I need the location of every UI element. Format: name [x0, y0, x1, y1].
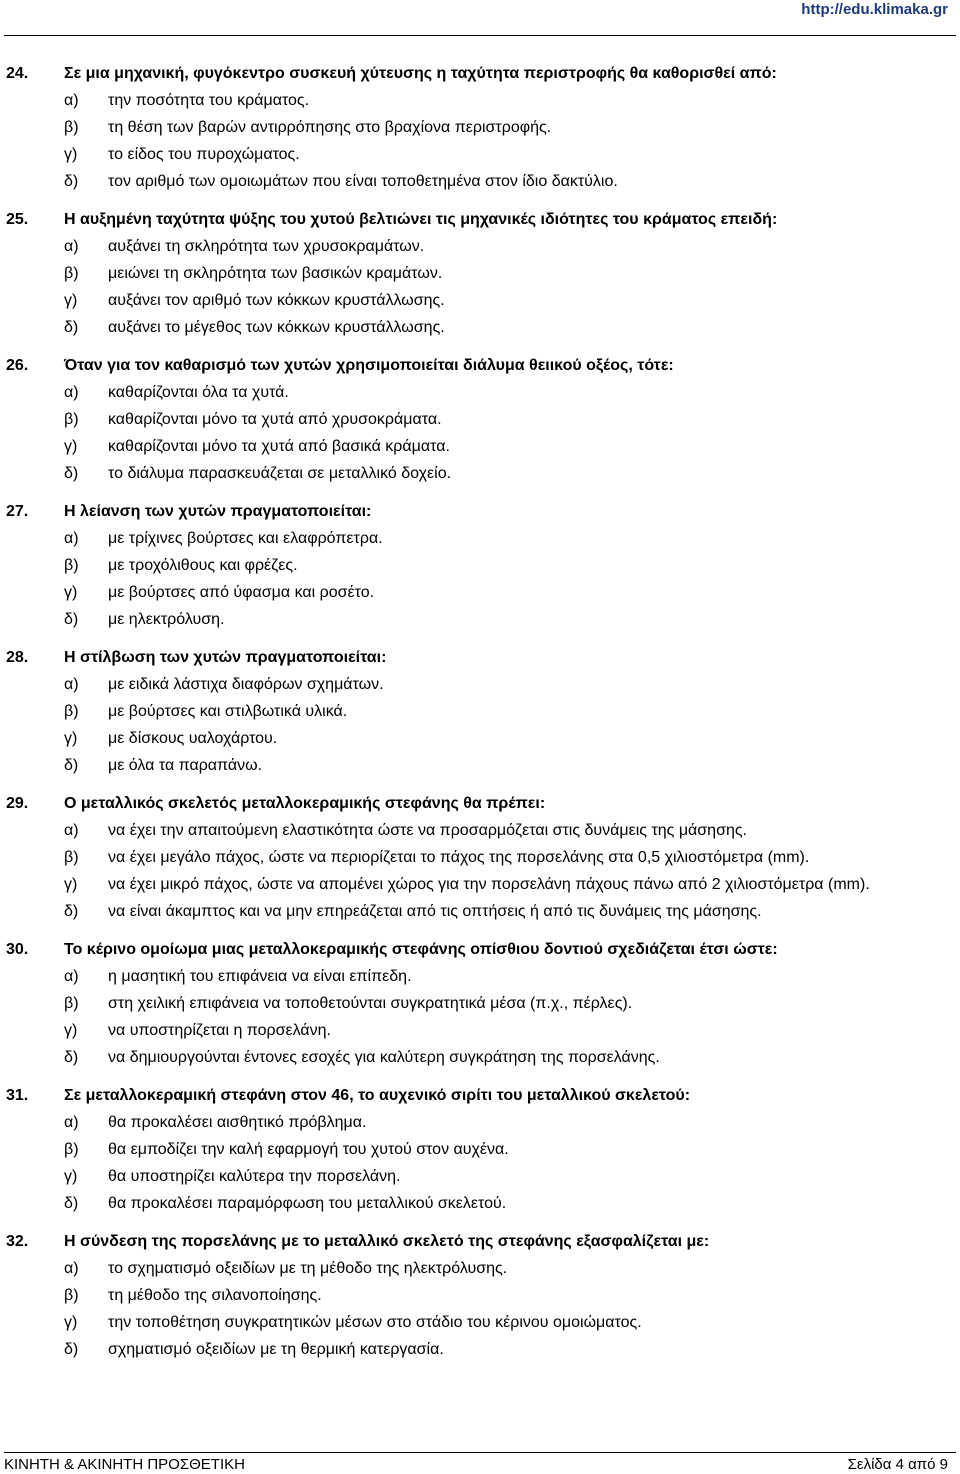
question-number: 31.: [6, 1087, 29, 1104]
question-row: [0, 1082, 960, 1109]
option-letter: δ): [64, 757, 79, 774]
page-footer: [4, 1456, 948, 1474]
question-text: Η σύνδεση της πορσελάνης με το μεταλλικό σκελετό της στεφάνης εξασφαλίζεται με:: [64, 1233, 710, 1250]
question-block: [0, 60, 960, 195]
option-letter: γ): [64, 438, 78, 455]
option-letter: γ): [64, 292, 78, 309]
answer-option: [0, 1109, 960, 1136]
answer-option: [0, 141, 960, 168]
question-block: [0, 1082, 960, 1217]
option-text: το είδος του πυροχώματος.: [108, 146, 300, 163]
option-letter: α): [64, 530, 79, 547]
answer-option: [0, 579, 960, 606]
question-text: Ο μεταλλικός σκελετός μεταλλοκεραμικής στεφάνης θα πρέπει:: [64, 795, 546, 812]
question-number: 25.: [6, 211, 29, 228]
question-block: [0, 206, 960, 341]
answer-option: [0, 260, 960, 287]
option-letter: δ): [64, 611, 79, 628]
question-list: [0, 60, 960, 1374]
question-row: [0, 1228, 960, 1255]
option-letter: β): [64, 995, 79, 1012]
option-letter: γ): [64, 1022, 78, 1039]
option-letter: δ): [64, 1195, 79, 1212]
answer-option: [0, 314, 960, 341]
option-text: θα υποστηρίζει καλύτερα την πορσελάνη.: [108, 1168, 401, 1185]
question-text: Όταν για τον καθαρισμό των χυτών χρησιμοποιείται διάλυμα θειικού οξέος, τότε:: [64, 357, 674, 374]
question-row: [0, 498, 960, 525]
option-letter: α): [64, 822, 79, 839]
option-text: καθαρίζονται μόνο τα χυτά από βασικά κράματα.: [108, 438, 450, 455]
answer-option: [0, 460, 960, 487]
option-text: με ηλεκτρόλυση.: [108, 611, 225, 628]
question-row: [0, 352, 960, 379]
answer-option: [0, 1336, 960, 1363]
question-row: [0, 206, 960, 233]
option-text: με τροχόλιθους και φρέζες.: [108, 557, 298, 574]
option-text: αυξάνει τον αριθμό των κόκκων κρυστάλλωσης.: [108, 292, 445, 309]
answer-option: [0, 1190, 960, 1217]
option-text: με όλα τα παραπάνω.: [108, 757, 263, 774]
answer-option: [0, 1044, 960, 1071]
option-text: καθαρίζονται μόνο τα χυτά από χρυσοκράματα.: [108, 411, 442, 428]
option-letter: δ): [64, 1049, 79, 1066]
option-letter: α): [64, 1260, 79, 1277]
option-letter: γ): [64, 146, 78, 163]
option-text: τον αριθμό των ομοιωμάτων που είναι τοποθετημένα στον ίδιο δακτύλιο.: [108, 173, 618, 190]
option-text: η μασητική του επιφάνεια να είναι επίπεδη.: [108, 968, 412, 985]
option-letter: δ): [64, 319, 79, 336]
answer-option: [0, 817, 960, 844]
question-row: [0, 790, 960, 817]
question-text: Σε μια μηχανική, φυγόκεντρο συσκευή χύτευσης η ταχύτητα περιστροφής θα καθορισθεί από:: [64, 65, 777, 82]
answer-option: [0, 1282, 960, 1309]
option-text: θα προκαλέσει παραμόρφωση του μεταλλικού σκελετού.: [108, 1195, 507, 1212]
answer-option: [0, 287, 960, 314]
option-letter: β): [64, 1287, 79, 1304]
option-letter: γ): [64, 1314, 78, 1331]
question-row: [0, 644, 960, 671]
option-letter: β): [64, 557, 79, 574]
question-row: [0, 60, 960, 87]
option-text: να δημιουργούνται έντονες εσοχές για καλύτερη συγκράτηση της πορσελάνης.: [108, 1049, 660, 1066]
question-text: Η λείανση των χυτών πραγματοποιείται:: [64, 503, 372, 520]
footer-divider: [4, 1452, 956, 1453]
question-number: 24.: [6, 65, 29, 82]
option-text: μειώνει τη σκληρότητα των βασικών κραμάτων.: [108, 265, 443, 282]
option-text: με δίσκους υαλοχάρτου.: [108, 730, 278, 747]
question-block: [0, 1228, 960, 1363]
option-letter: β): [64, 703, 79, 720]
question-text: Η στίλβωση των χυτών πραγματοποιείται:: [64, 649, 387, 666]
question-row: [0, 936, 960, 963]
option-letter: δ): [64, 1341, 79, 1358]
header-divider: [4, 35, 956, 36]
question-number: 27.: [6, 503, 29, 520]
answer-option: [0, 1136, 960, 1163]
answer-option: [0, 990, 960, 1017]
option-letter: δ): [64, 465, 79, 482]
option-text: καθαρίζονται όλα τα χυτά.: [108, 384, 289, 401]
answer-option: [0, 671, 960, 698]
option-letter: α): [64, 968, 79, 985]
option-text: θα προκαλέσει αισθητικό πρόβλημα.: [108, 1114, 367, 1131]
option-letter: γ): [64, 584, 78, 601]
option-letter: β): [64, 1141, 79, 1158]
answer-option: [0, 433, 960, 460]
page-number: Σελίδα 4 από 9: [847, 1456, 948, 1473]
answer-option: [0, 233, 960, 260]
answer-option: [0, 406, 960, 433]
answer-option: [0, 168, 960, 195]
answer-option: [0, 114, 960, 141]
option-text: την τοποθέτηση συγκρατητικών μέσων στο στάδιο του κέρινου ομοιώματος.: [108, 1314, 642, 1331]
answer-option: [0, 871, 960, 898]
question-block: [0, 352, 960, 487]
question-number: 28.: [6, 649, 29, 666]
header-link[interactable]: http://edu.klimaka.gr: [801, 1, 948, 18]
option-text: με τρίχινες βούρτσες και ελαφρόπετρα.: [108, 530, 383, 547]
option-text: αυξάνει τη σκληρότητα των χρυσοκραμάτων.: [108, 238, 425, 255]
answer-option: [0, 1309, 960, 1336]
option-letter: γ): [64, 876, 78, 893]
question-number: 29.: [6, 795, 29, 812]
option-text: τη μέθοδο της σιλανοποίησης.: [108, 1287, 322, 1304]
question-block: [0, 644, 960, 779]
option-text: να υποστηρίζεται η πορσελάνη.: [108, 1022, 331, 1039]
question-number: 32.: [6, 1233, 29, 1250]
option-text: με ειδικά λάστιχα διαφόρων σχημάτων.: [108, 676, 384, 693]
option-letter: β): [64, 411, 79, 428]
answer-option: [0, 552, 960, 579]
answer-option: [0, 379, 960, 406]
option-letter: β): [64, 849, 79, 866]
answer-option: [0, 1163, 960, 1190]
option-text: με βούρτσες από ύφασμα και ροσέτο.: [108, 584, 375, 601]
option-letter: α): [64, 1114, 79, 1131]
option-text: να έχει την απαιτούμενη ελαστικότητα ώστε να προσαρμόζεται στις δυνάμεις της μάσησης.: [108, 822, 747, 839]
answer-option: [0, 698, 960, 725]
answer-option: [0, 1255, 960, 1282]
question-block: [0, 498, 960, 633]
question-text: Το κέρινο ομοίωμα μιας μεταλλοκεραμικής στεφάνης οπίσθιου δοντιού σχεδιάζεται έτσι ώστε:: [64, 941, 778, 958]
option-text: το σχηματισμό οξειδίων με τη μέθοδο της ηλεκτρόλυσης.: [108, 1260, 508, 1277]
answer-option: [0, 87, 960, 114]
option-text: με βούρτσες και στιλβωτικά υλικά.: [108, 703, 348, 720]
question-number: 26.: [6, 357, 29, 374]
option-letter: β): [64, 119, 79, 136]
option-letter: γ): [64, 730, 78, 747]
option-letter: α): [64, 238, 79, 255]
question-text: Η αυξημένη ταχύτητα ψύξης του χυτού βελτιώνει τις μηχανικές ιδιότητες του κράματος επειδή:: [64, 211, 778, 228]
question-text: Σε μεταλλοκεραμική στεφάνη στον 46, το αυχενικό σιρίτι του μεταλλικού σκελετού:: [64, 1087, 691, 1104]
option-letter: α): [64, 384, 79, 401]
option-text: την ποσότητα του κράματος.: [108, 92, 310, 109]
option-letter: α): [64, 676, 79, 693]
option-text: το διάλυμα παρασκευάζεται σε μεταλλικό δοχείο.: [108, 465, 452, 482]
option-text: να έχει μεγάλο πάχος, ώστε να περιορίζεται το πάχος της πορσελάνης στα 0,5 χιλιοστόμετρα (mm).: [108, 849, 810, 866]
answer-option: [0, 898, 960, 925]
answer-option: [0, 752, 960, 779]
option-letter: γ): [64, 1168, 78, 1185]
option-text: αυξάνει το μέγεθος των κόκκων κρυστάλλωσης.: [108, 319, 445, 336]
option-text: τη θέση των βαρών αντιρρόπησης στο βραχίονα περιστροφής.: [108, 119, 552, 136]
question-block: [0, 790, 960, 925]
footer-title: ΚΙΝΗΤΗ & ΑΚΙΝΗΤΗ ΠΡΟΣΘΕΤΙΚΗ: [4, 1456, 245, 1473]
option-text: να έχει μικρό πάχος, ώστε να απομένει χώρος για την πορσελάνη πάχους πάνω από 2 χιλιοστόμετρα (mm).: [108, 876, 870, 893]
option-letter: α): [64, 92, 79, 109]
option-letter: δ): [64, 173, 79, 190]
answer-option: [0, 844, 960, 871]
option-text: θα εμποδίζει την καλή εφαρμογή του χυτού στον αυχένα.: [108, 1141, 509, 1158]
option-text: να είναι άκαμπτος και να μην επηρεάζεται από τις οπτήσεις ή από τις δυνάμεις της μάσησης.: [108, 903, 762, 920]
option-text: στη χειλική επιφάνεια να τοποθετούνται συγκρατητικά μέσα (π.χ., πέρλες).: [108, 995, 633, 1012]
answer-option: [0, 606, 960, 633]
answer-option: [0, 725, 960, 752]
option-text: σχηματισμό οξειδίων με τη θερμική κατεργασία.: [108, 1341, 444, 1358]
answer-option: [0, 1017, 960, 1044]
question-number: 30.: [6, 941, 29, 958]
option-letter: δ): [64, 903, 79, 920]
answer-option: [0, 963, 960, 990]
question-block: [0, 936, 960, 1071]
option-letter: β): [64, 265, 79, 282]
answer-option: [0, 525, 960, 552]
